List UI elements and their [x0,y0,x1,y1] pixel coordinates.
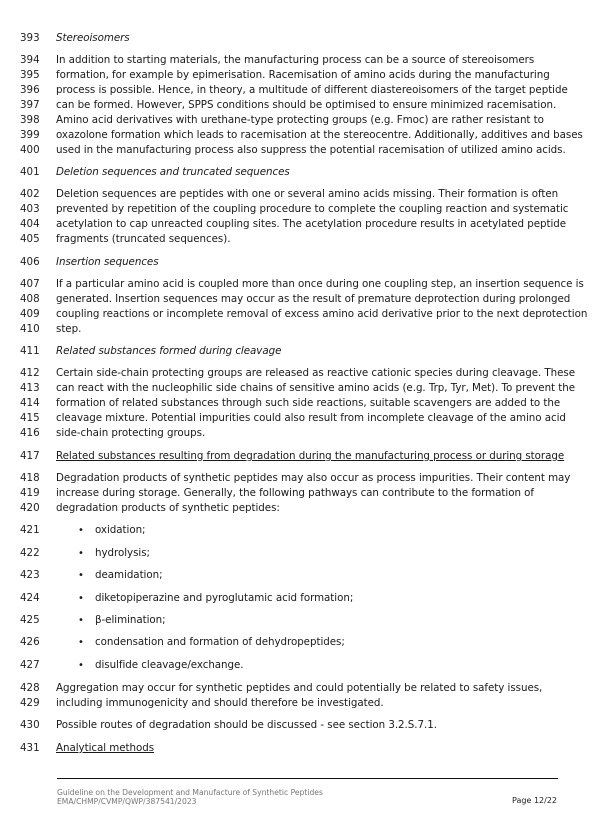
bullet-icon: • [78,615,84,626]
paragraph-line: including immunogenicity and should therefore be investigated. [56,697,384,709]
list-item: deamidation; [95,569,163,581]
bullet-icon: • [78,548,84,559]
line-number: 399 [20,129,40,141]
subsection-heading: Deletion sequences and truncated sequences [56,166,290,178]
paragraph-line: Deletion sequences are peptides with one or several amino acids missing. Their formation is often [56,188,559,200]
line-number: 422 [20,547,40,559]
line-number: 423 [20,569,40,581]
subsection-heading: Insertion sequences [56,256,159,268]
line-number: 404 [20,218,40,230]
line-number: 407 [20,278,40,290]
line-number: 401 [20,166,40,178]
line-number: 394 [20,54,40,66]
paragraph-line: side-chain protecting groups. [56,427,206,439]
line-number: 428 [20,682,40,694]
list-item: hydrolysis; [95,547,150,559]
line-number: 415 [20,412,40,424]
line-number: 414 [20,397,40,409]
footer-title: Guideline on the Development and Manufacture of Synthetic Peptides [57,788,323,797]
list-item: β-elimination; [95,614,166,626]
line-number: 409 [20,308,40,320]
line-number: 402 [20,188,40,200]
line-number: 425 [20,614,40,626]
list-item: condensation and formation of dehydropeptides; [95,636,345,648]
line-number: 411 [20,345,40,357]
line-number: 393 [20,32,40,44]
line-number: 417 [20,450,40,462]
footer-divider [57,778,558,779]
paragraph-line: formation, for example by epimerisation. Racemisation of amino acids during the manufacturing [56,69,550,81]
paragraph-line: Amino acid derivatives with urethane-type protecting groups (e.g. Fmoc) are rather resistant to [56,114,544,126]
subsection-heading: Related substances formed during cleavage [56,345,282,357]
line-number: 410 [20,323,40,335]
line-number: 400 [20,144,40,156]
paragraph-line: Aggregation may occur for synthetic peptides and could potentially be related to safety issues, [56,682,543,694]
bullet-icon: • [78,593,84,604]
line-number: 403 [20,203,40,215]
line-number: 398 [20,114,40,126]
footer-reference: EMA/CHMP/CVMP/QWP/387541/2023 [57,797,197,806]
paragraph-line: can be formed. However, SPPS conditions should be optimised to ensure minimized racemisation. [56,99,557,111]
line-number: 413 [20,382,40,394]
section-heading: Analytical methods [56,742,155,754]
list-item: disulfide cleavage/exchange. [95,659,244,671]
paragraph-line: process is possible. Hence, in theory, a multitude of different diastereoisomers of the target peptide [56,84,568,96]
line-number: 412 [20,367,40,379]
paragraph-line: Possible routes of degradation should be discussed - see section 3.2.S.7.1. [56,719,437,731]
paragraph-line: coupling reactions or incomplete removal of excess amino acid derivative prior to the next deprotection [56,308,588,320]
line-number: 421 [20,524,40,536]
paragraph-line: cleavage mixture. Potential impurities could also result from incomplete cleavage of the amino acid [56,412,566,424]
paragraph-line: degradation products of synthetic peptides: [56,502,280,514]
paragraph-line: In addition to starting materials, the manufacturing process can be a source of stereoisomers [56,54,535,66]
line-number: 406 [20,256,40,268]
bullet-icon: • [78,637,84,648]
line-number: 405 [20,233,40,245]
list-item: oxidation; [95,524,146,536]
paragraph-line: increase during storage. Generally, the following pathways can contribute to the formation of [56,487,534,499]
paragraph-line: prevented by repetition of the coupling procedure to complete the coupling reaction and systematic [56,203,569,215]
paragraph-line: can react with the nucleophilic side chains of sensitive amino acids (e.g. Trp, Tyr, Met). To prevent the [56,382,576,394]
paragraph-line: generated. Insertion sequences may occur as the result of premature deprotection during prolonged [56,293,571,305]
line-number: 397 [20,99,40,111]
subsection-heading: Stereoisomers [56,32,130,44]
page-number: Page 12/22 [512,796,557,805]
line-number: 424 [20,592,40,604]
line-number: 431 [20,742,40,754]
bullet-icon: • [78,660,84,671]
paragraph-line: formation of related substances through such side reactions, suitable scavengers are added to the [56,397,561,409]
line-number: 418 [20,472,40,484]
paragraph-line: used in the manufacturing process also suppress the potential racemisation of utilized amino acids. [56,144,566,156]
line-number: 427 [20,659,40,671]
bullet-icon: • [78,525,84,536]
list-item: diketopiperazine and pyroglutamic acid formation; [95,592,354,604]
section-heading: Related substances resulting from degradation during the manufacturing process or during storage [56,450,565,462]
line-number: 420 [20,502,40,514]
paragraph-line: If a particular amino acid is coupled more than once during one coupling step, an insertion sequence is [56,278,584,290]
line-number: 426 [20,636,40,648]
paragraph-line: acetylation to cap unreacted coupling sites. The acetylation procedure results in acetylated peptide [56,218,567,230]
line-number: 395 [20,69,40,81]
paragraph-line: Certain side-chain protecting groups are released as reactive cationic species during cleavage. These [56,367,576,379]
line-number: 419 [20,487,40,499]
paragraph-line: Degradation products of synthetic peptides may also occur as process impurities. Their content may [56,472,571,484]
line-number: 408 [20,293,40,305]
bullet-icon: • [78,570,84,581]
line-number: 396 [20,84,40,96]
paragraph-line: fragments (truncated sequences). [56,233,231,245]
paragraph-line: step. [56,323,82,335]
line-number: 430 [20,719,40,731]
line-number: 429 [20,697,40,709]
line-number: 416 [20,427,40,439]
paragraph-line: oxazolone formation which leads to racemisation at the stereocentre. Additionally, additives and bases [56,129,583,141]
